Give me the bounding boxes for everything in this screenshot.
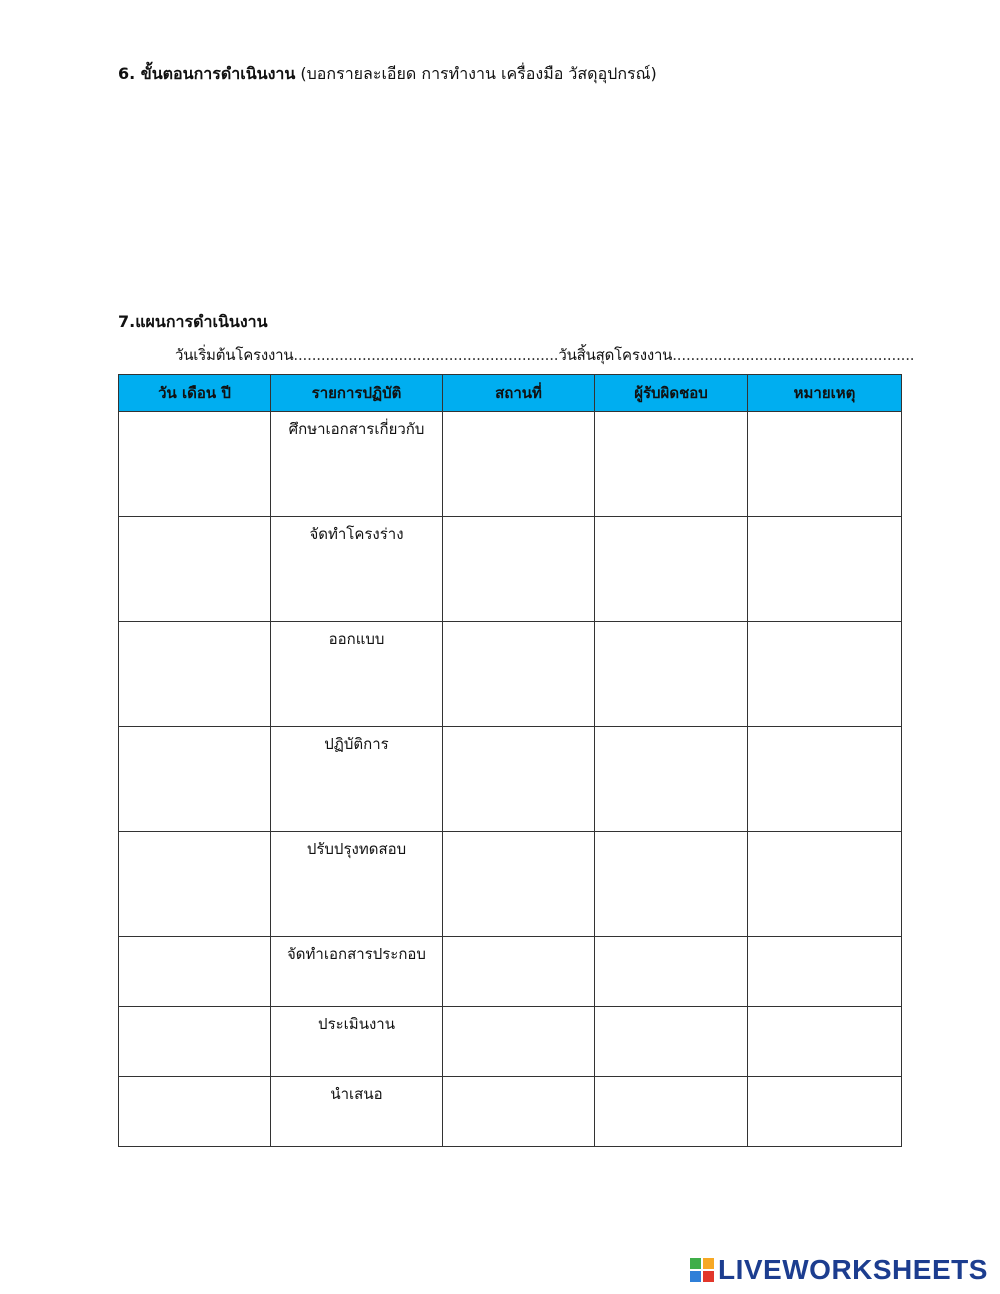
logo-text: LIVEWORKSHEETS — [718, 1254, 988, 1285]
responsible-cell[interactable] — [595, 1077, 748, 1147]
location-cell[interactable] — [443, 412, 595, 517]
activity-cell: นำเสนอ — [271, 1077, 443, 1147]
end-date-label: วันสิ้นสุดโครงงาน — [558, 346, 673, 364]
location-cell[interactable] — [443, 1077, 595, 1147]
header-activity: รายการปฏิบัติ — [271, 375, 443, 412]
header-location: สถานที่ — [443, 375, 595, 412]
activity-cell: ปรับปรุงทดสอบ — [271, 832, 443, 937]
table-row — [119, 1077, 902, 1147]
remarks-cell[interactable] — [748, 832, 902, 937]
remarks-cell[interactable] — [748, 517, 902, 622]
date-cell[interactable] — [119, 832, 271, 937]
responsible-cell[interactable] — [595, 622, 748, 727]
activity-cell: ปฏิบัติการ — [271, 727, 443, 832]
project-dates-line — [175, 343, 914, 367]
table-row — [119, 1007, 902, 1077]
logo-square — [690, 1271, 701, 1282]
remarks-cell[interactable] — [748, 412, 902, 517]
liveworksheets-logo — [690, 1253, 988, 1287]
location-cell[interactable] — [443, 1007, 595, 1077]
section-6-title: 6. ขั้นตอนการดำเนินงาน — [118, 64, 296, 83]
responsible-cell[interactable] — [595, 517, 748, 622]
table-row — [119, 832, 902, 937]
header-date: วัน เดือน ปี — [119, 375, 271, 412]
header-responsible: ผู้รับผิดชอบ — [595, 375, 748, 412]
date-cell[interactable] — [119, 937, 271, 1007]
table-header-row — [119, 375, 902, 412]
plan-table — [118, 374, 902, 1147]
table-row — [119, 622, 902, 727]
location-cell[interactable] — [443, 937, 595, 1007]
section-7-title: 7.แผนการดำเนินงาน — [118, 312, 268, 331]
remarks-cell[interactable] — [748, 622, 902, 727]
location-cell[interactable] — [443, 832, 595, 937]
remarks-cell[interactable] — [748, 1007, 902, 1077]
end-date-field[interactable]: ..................................................... — [672, 346, 915, 364]
location-cell[interactable] — [443, 727, 595, 832]
responsible-cell[interactable] — [595, 727, 748, 832]
table-row — [119, 727, 902, 832]
activity-cell: จัดทำเอกสารประกอบ — [271, 937, 443, 1007]
start-date-field[interactable]: .......................................................... — [293, 346, 559, 364]
responsible-cell[interactable] — [595, 1007, 748, 1077]
table-row — [119, 517, 902, 622]
section-6-heading — [118, 62, 657, 86]
start-date-label: วันเริ่มต้นโครงงาน — [175, 346, 294, 364]
logo-mark-icon — [690, 1258, 714, 1282]
date-cell[interactable] — [119, 622, 271, 727]
responsible-cell[interactable] — [595, 832, 748, 937]
activity-cell: ศึกษาเอกสารเกี่ยวกับ — [271, 412, 443, 517]
date-cell[interactable] — [119, 517, 271, 622]
date-cell[interactable] — [119, 412, 271, 517]
activity-cell: จัดทำโครงร่าง — [271, 517, 443, 622]
logo-square — [703, 1271, 714, 1282]
location-cell[interactable] — [443, 517, 595, 622]
table-row — [119, 412, 902, 517]
activity-cell: ออกแบบ — [271, 622, 443, 727]
header-remarks: หมายเหตุ — [748, 375, 902, 412]
logo-square — [703, 1258, 714, 1269]
section-6-note: (บอกรายละเอียด การทำงาน เครื่องมือ วัสดุอุปกรณ์) — [300, 64, 657, 83]
responsible-cell[interactable] — [595, 412, 748, 517]
date-cell[interactable] — [119, 1007, 271, 1077]
remarks-cell[interactable] — [748, 937, 902, 1007]
remarks-cell[interactable] — [748, 1077, 902, 1147]
logo-square — [690, 1258, 701, 1269]
location-cell[interactable] — [443, 622, 595, 727]
table-row — [119, 937, 902, 1007]
responsible-cell[interactable] — [595, 937, 748, 1007]
date-cell[interactable] — [119, 1077, 271, 1147]
activity-cell: ประเมินงาน — [271, 1007, 443, 1077]
date-cell[interactable] — [119, 727, 271, 832]
remarks-cell[interactable] — [748, 727, 902, 832]
